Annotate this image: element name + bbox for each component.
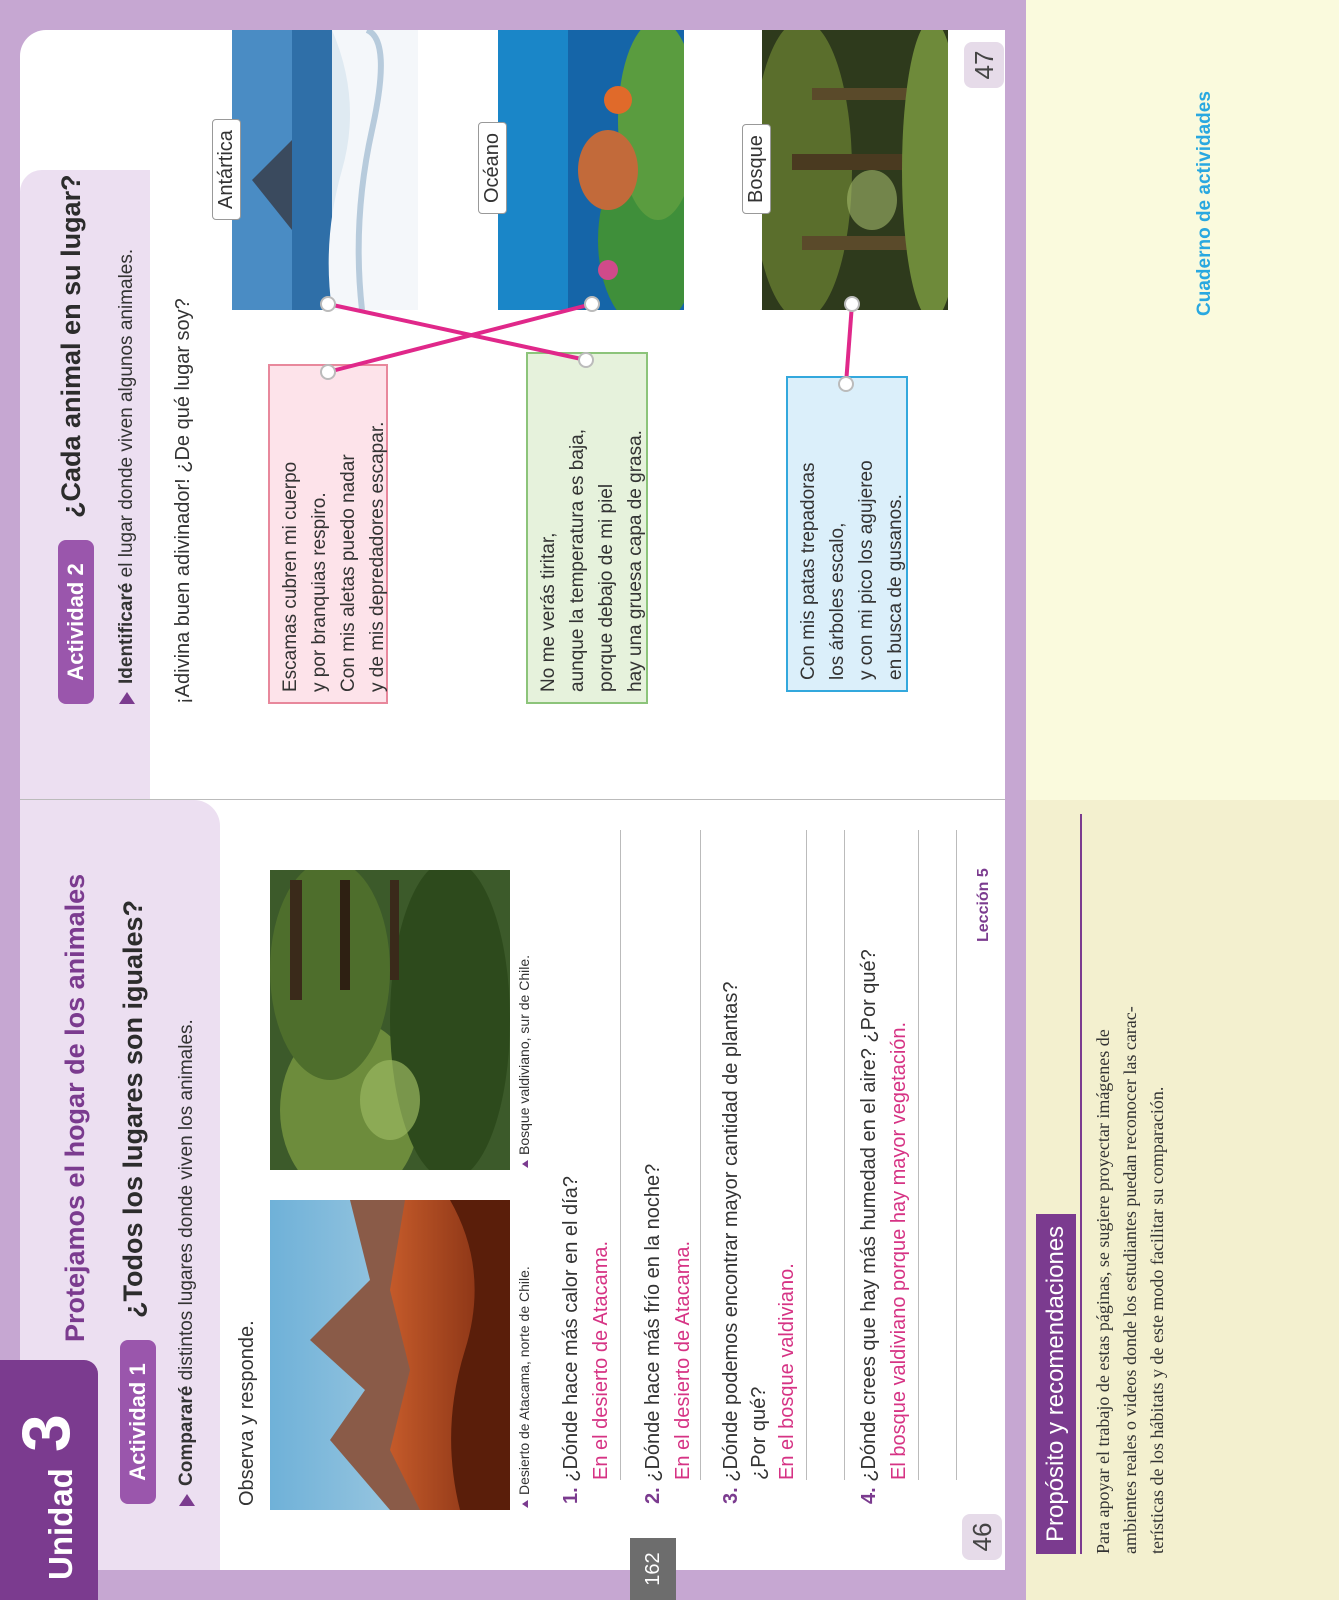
question-2: 2. ¿Dónde hace más frío en la noche? bbox=[642, 1163, 664, 1504]
clue-woodpecker: Con mis patas trepadoras los árboles escalo, y con mi pico los agujereo en busca de gusanos. bbox=[786, 376, 908, 692]
forest-dot[interactable] bbox=[844, 296, 860, 312]
place-label-forest: Bosque bbox=[742, 124, 771, 214]
answer-3: En el bosque valdiviano. bbox=[776, 1263, 798, 1480]
valdivian-caption: Bosque valdiviano, sur de Chile. bbox=[516, 955, 532, 1168]
clue-penguin-dot[interactable] bbox=[578, 352, 594, 368]
match-line-woodpecker-forest bbox=[846, 304, 852, 384]
ocean-dot[interactable] bbox=[584, 296, 600, 312]
side-page-tab: 162 bbox=[630, 1538, 676, 1600]
activity-1-instruction: Compararé distintos lugares donde viven los animales. bbox=[176, 1019, 198, 1506]
purpose-text: Para apoyar el trabajo de estas páginas, se sugiere proyectar imágenes de ambientes reales o videos donde los estudiantes puedan reconocer las carac- terísticas de los hábitats y de este modo facilitar su comparación. bbox=[1093, 1006, 1167, 1554]
unit-number: 3 bbox=[8, 1414, 84, 1452]
antarctica-dot[interactable] bbox=[320, 296, 336, 312]
answer-1: En el desierto de Atacama. bbox=[590, 1240, 612, 1480]
clue-fish-dot[interactable] bbox=[320, 364, 336, 380]
question-4: 4. ¿Dónde crees que hay más humedad en el aire? ¿Por qué? bbox=[858, 949, 880, 1504]
activity-2-badge: Actividad 2 bbox=[58, 540, 94, 704]
lesson-label: Lección 5 bbox=[975, 868, 992, 942]
guess-prompt: ¡Adivina buen adivinador! ¿De qué lugar soy? bbox=[172, 298, 194, 704]
question-3-followup: ¿Por qué? bbox=[748, 1386, 770, 1480]
activity-2-instruction: Identificaré el lugar donde viven algunos animales. bbox=[116, 249, 138, 704]
unit-label: Unidad bbox=[42, 1468, 79, 1580]
clue-fish: Escamas cubren mi cuerpo y por branquias respiro. Con mis aletas puedo nadar y de mis depredadores escapar. bbox=[268, 364, 388, 704]
clue-penguin: No me verás tiritar, aunque la temperatura es baja, porque debajo de mi piel hay una gruesa capa de grasa. bbox=[526, 352, 648, 704]
cuaderno-link[interactable]: Cuaderno de actividades bbox=[1194, 91, 1215, 316]
atacama-caption: Desierto de Atacama, norte de Chile. bbox=[516, 1266, 532, 1508]
observe-prompt: Observa y responde. bbox=[236, 1320, 258, 1506]
question-3: 3. ¿Dónde podemos encontrar mayor cantidad de plantas? bbox=[720, 981, 742, 1504]
question-1: 1. ¿Dónde hace más calor en el día? bbox=[560, 1176, 582, 1504]
answer-2: En el desierto de Atacama. bbox=[672, 1240, 694, 1480]
activity-2-title: ¿Cada animal en su lugar? bbox=[56, 174, 86, 518]
page-number-47: 47 bbox=[964, 42, 1004, 88]
answer-4: El bosque valdiviano porque hay mayor vegetación. bbox=[888, 1021, 910, 1480]
activity-1-badge: Actividad 1 bbox=[120, 1340, 156, 1504]
unit-title: Protejamos el hogar de los animales bbox=[60, 873, 90, 1342]
purpose-title: Propósito y recomendaciones bbox=[1036, 1214, 1076, 1554]
clue-woodpecker-dot[interactable] bbox=[838, 376, 854, 392]
page-number-46: 46 bbox=[962, 1514, 1002, 1560]
match-line-penguin-antarctica bbox=[328, 304, 586, 360]
place-label-ocean: Océano bbox=[478, 122, 507, 214]
purpose-underline bbox=[1080, 814, 1082, 1554]
place-label-antarctica: Antártica bbox=[212, 119, 241, 220]
activity-1-title: ¿Todos los lugares son iguales? bbox=[118, 899, 148, 1318]
